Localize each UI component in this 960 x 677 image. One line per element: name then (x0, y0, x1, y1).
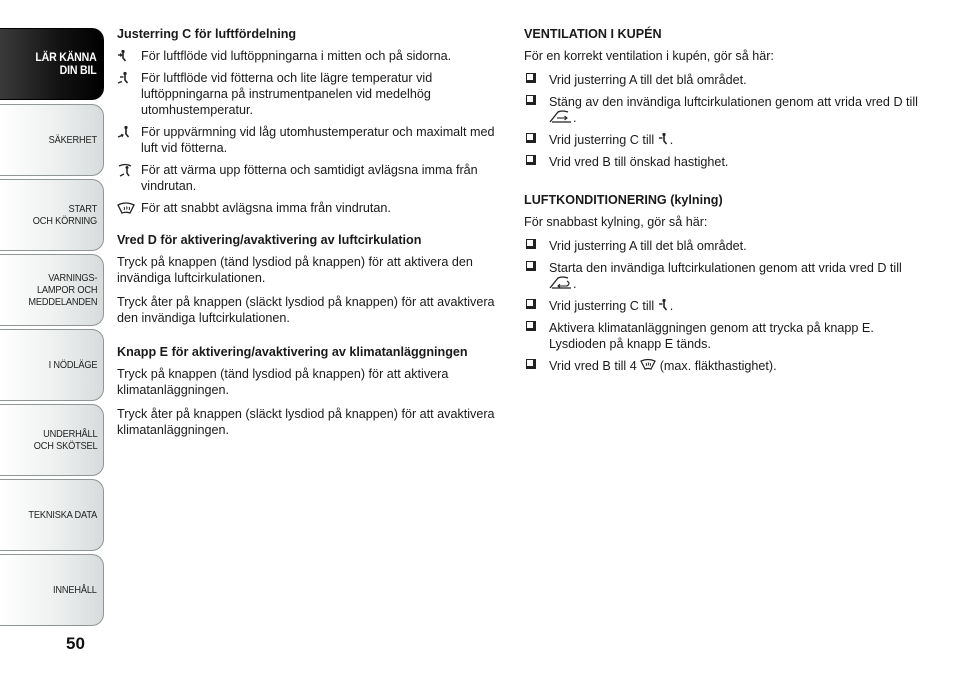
mode-text: För luftflöde vid fötterna och lite lägre temperatur vid luftöppningarna på instrumentpanelen vid medelhög utomhustemperatur. (141, 71, 433, 117)
step-text: Vrid justerring A till det blå området. (549, 73, 747, 87)
tab-label: TEKNISKA DATA (28, 509, 97, 521)
mode-item (117, 70, 507, 118)
paragraph: Tryck åter på knappen (släckt lysdiod på knappen) för att avaktivera den invändiga luftcirkulationen. (117, 295, 495, 325)
mode-text: För att värma upp fötterna och samtidigt avlägsna imma från vindrutan. (141, 163, 478, 193)
step-text-end: . (573, 111, 577, 125)
step-text-end: . (669, 133, 674, 147)
tab-varningslampor[interactable] (0, 254, 104, 326)
left-column (117, 26, 507, 446)
outside-air-icon (549, 110, 573, 124)
mode-item (117, 200, 507, 216)
list-item (524, 94, 924, 126)
step-text-end: . (669, 299, 674, 313)
step-text: Vrid justerring C till (549, 133, 658, 147)
heading-button-e: Knapp E för aktivering/avaktivering av klimatanläggningen (117, 345, 468, 359)
list-item (524, 320, 924, 352)
step-text: Stäng av den invändiga luftcirkulationen genom att vrida vred D till (549, 95, 918, 109)
list-item (524, 132, 924, 148)
mode-text: För luftflöde vid luftöppningarna i mitten och på sidorna. (141, 49, 452, 63)
list-item (524, 238, 924, 254)
tab-innehall[interactable] (0, 554, 104, 626)
mode-text: För uppvärmning vid låg utomhustemperatur och maximalt med luft vid fötterna. (141, 125, 495, 155)
tab-label: UNDERHÅLL OCH SKÖTSEL (33, 428, 97, 452)
checkbox-bullet (526, 95, 536, 105)
mode-item (117, 48, 507, 64)
vent-feet-icon (117, 125, 137, 139)
vent-feet-defrost-icon (117, 163, 137, 177)
list-item (524, 260, 924, 292)
tab-lar-kanna-din-bil[interactable] (0, 28, 104, 100)
vent-face-feet-icon (117, 71, 137, 85)
checkbox-bullet (526, 155, 536, 165)
vent-face-icon (658, 298, 670, 312)
tab-tekniska-data[interactable] (0, 479, 104, 551)
tab-label: I NÖDLÄGE (48, 359, 97, 371)
checkbox-bullet (526, 359, 536, 369)
right-column (524, 26, 924, 380)
checkbox-bullet (526, 239, 536, 249)
paragraph: Tryck åter på knappen (släckt lysdiod på knappen) för att avaktivera klimatanläggningen. (117, 407, 495, 437)
vent-face-icon (658, 132, 670, 146)
step-text: Vrid justerring C till (549, 299, 658, 313)
step-text: Vrid justerring A till det blå området. (549, 239, 747, 253)
tab-label: START OCH KÖRNING (32, 203, 97, 227)
tab-label: INNEHÅLL (53, 584, 97, 596)
intro-text: För snabbast kylning, gör så här: (524, 215, 708, 229)
paragraph: Tryck på knappen (tänd lysdiod på knappen) för att aktivera den invändiga luftcirkulationen. (117, 255, 473, 285)
tab-label: SÄKERHET (48, 134, 97, 146)
mode-text: För att snabbt avlägsna imma från vindrutan. (141, 201, 391, 215)
tab-label: LÄR KÄNNA DIN BIL (35, 50, 97, 77)
tab-start-och-korning[interactable] (0, 179, 104, 251)
tab-i-nodlage[interactable] (0, 329, 104, 401)
recirculation-icon (549, 276, 573, 290)
windscreen-defrost-icon (117, 201, 137, 215)
step-text: Vrid vred B till önskad hastighet. (549, 155, 729, 169)
checkbox-bullet (526, 133, 536, 143)
paragraph: Tryck på knappen (tänd lysdiod på knappen) för att aktivera klimatanläggningen. (117, 367, 449, 397)
intro-text: För en korrekt ventilation i kupén, gör så här: (524, 49, 774, 63)
list-item (524, 358, 924, 374)
step-text: Aktivera klimatanläggningen genom att trycka på knapp E. Lysdioden på knapp E tänds. (549, 321, 874, 351)
page-number: 50 (66, 634, 85, 653)
heading-knob-d: Vred D för aktivering/avaktivering av luftcirkulation (117, 233, 422, 247)
heading-ventilation: VENTILATION I KUPÉN (524, 27, 662, 41)
checkbox-bullet (526, 299, 536, 309)
mode-item (117, 124, 507, 156)
tab-label: VARNINGS- LAMPOR OCH MEDDELANDEN (28, 272, 97, 308)
checkbox-bullet (526, 261, 536, 271)
checkbox-bullet (526, 73, 536, 83)
tab-underhall[interactable] (0, 404, 104, 476)
list-item (524, 298, 924, 314)
heading-ring-c: Justerring C för luftfördelning (117, 27, 297, 41)
list-item (524, 72, 924, 88)
mode-item (117, 162, 507, 194)
step-text-end: . (573, 277, 577, 291)
tab-sakerhet[interactable] (0, 104, 104, 176)
checkbox-bullet (526, 321, 536, 331)
step-text: Vrid vred B till 4 (549, 359, 641, 373)
step-text-end: (max. fläkthastighet). (656, 359, 777, 373)
vent-face-icon (117, 49, 137, 63)
fan-max-icon (640, 358, 656, 372)
step-text: Starta den invändiga luftcirkulationen genom att vrida vred D till (549, 261, 902, 275)
heading-air-conditioning: LUFTKONDITIONERING (kylning) (524, 193, 723, 207)
list-item (524, 154, 924, 170)
